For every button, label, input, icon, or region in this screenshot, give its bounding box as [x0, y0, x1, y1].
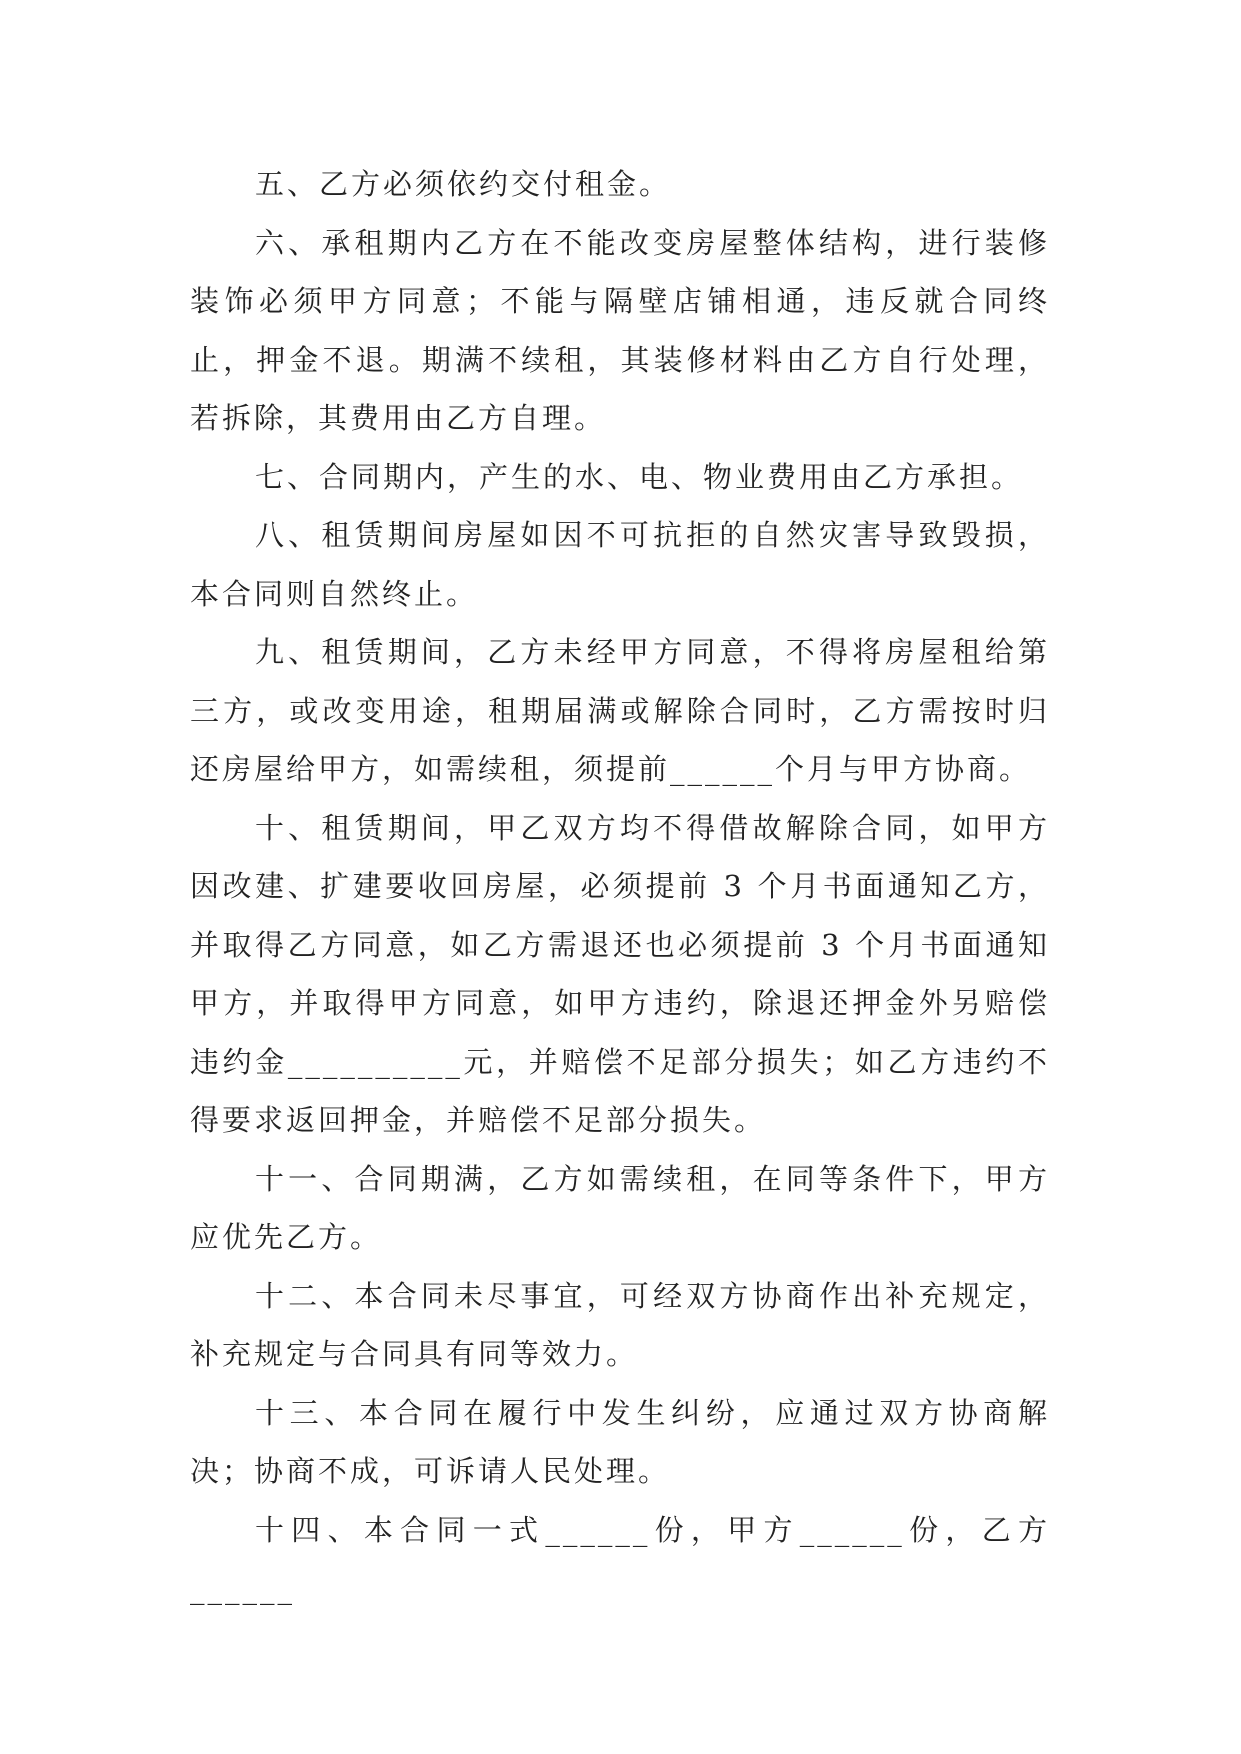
- clause-9: 九、租赁期间，乙方未经甲方同意，不得将房屋租给第三方，或改变用途，租期届满或解除合同时，乙方需按时归还房屋给甲方，如需续租，须提前______个月与甲方协商。: [190, 635, 1050, 786]
- contract-body: [190, 155, 1050, 1618]
- clause-11: 十一、合同期满，乙方如需续租，在同等条件下，甲方应优先乙方。: [190, 1161, 1050, 1254]
- clause-14: 十四、本合同一式______份，甲方______份，乙方______: [190, 1512, 1050, 1605]
- clause-8: 八、租赁期间房屋如因不可抗拒的自然灾害导致毁损，本合同则自然终止。: [190, 518, 1050, 611]
- clause-7: 七、合同期内，产生的水、电、物业费用由乙方承担。: [255, 459, 1024, 494]
- clause-12: 十二、本合同未尽事宜，可经双方协商作出补充规定，补充规定与合同具有同等效力。: [190, 1278, 1050, 1371]
- clause-13: 十三、本合同在履行中发生纠纷，应通过双方协商解决；协商不成，可诉请人民处理。: [190, 1395, 1050, 1488]
- clause-6: 六、承租期内乙方在不能改变房屋整体结构，进行装修装饰必须甲方同意；不能与隔壁店铺相通，违反就合同终止，押金不退。期满不续租，其装修材料由乙方自行处理，若拆除，其费用由乙方自理。: [190, 225, 1050, 435]
- clause-10: 十、租赁期间，甲乙双方均不得借故解除合同，如甲方因改建、扩建要收回房屋，必须提前 3 个月书面通知乙方，并取得乙方同意，如乙方需退还也必须提前 3 个月书面通知甲方，并取得甲方同意，如甲方违约，除退还押金外另赔偿违约金__________元，并赔偿不足部分损失；如乙方违约不得要求返回押金，并赔偿不足部分损失。: [190, 810, 1050, 1137]
- clause-5: 五、乙方必须依约交付租金。: [255, 167, 672, 201]
